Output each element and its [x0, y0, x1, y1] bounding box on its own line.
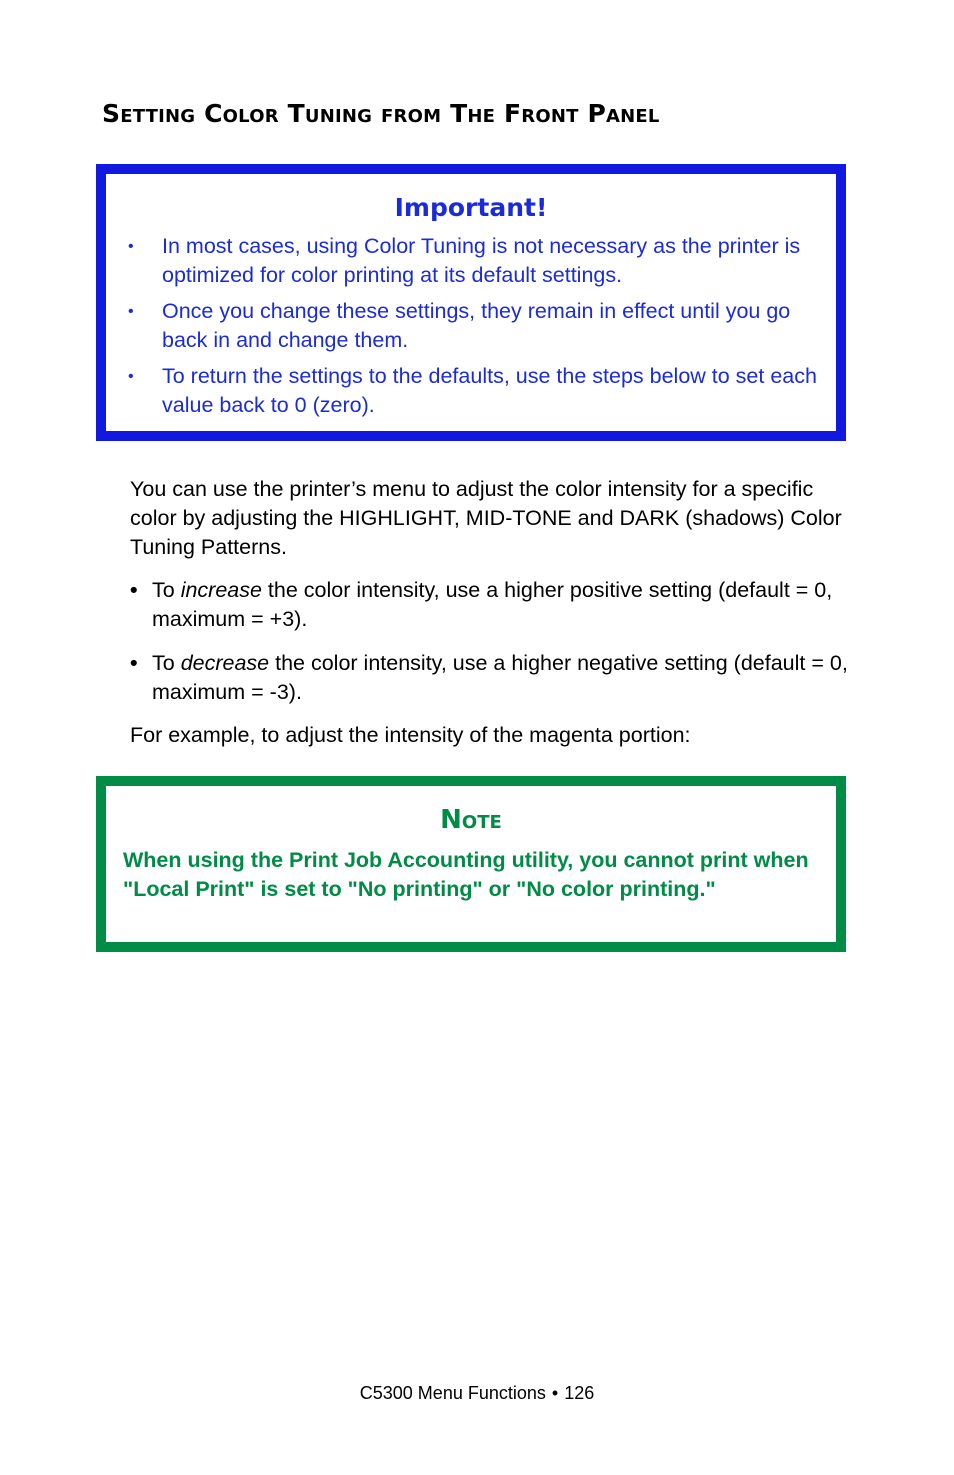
important-heading: Important!: [394, 193, 548, 222]
bullet-icon: •: [130, 578, 138, 602]
list-item: [122, 362, 822, 420]
intro-paragraph: You can use the printer’s menu to adjust the color intensity for a specific color by adjusting the HIGHLIGHT, MID-TONE and DARK (shadows) Color Tuning Patterns.: [130, 477, 842, 559]
note-heading: Note: [440, 805, 502, 835]
list-item: [122, 297, 822, 355]
list-item: [130, 576, 850, 634]
footer-label: C5300 Menu Functions: [359, 1383, 546, 1403]
bullet-suffix: the color intensity, use a higher negative setting (default = 0, maximum = -3).: [152, 651, 848, 704]
list-item: [122, 232, 822, 290]
bullet-prefix: To: [152, 651, 181, 675]
page-footer: [0, 1380, 954, 1406]
important-item-text: Once you change these settings, they remain in effect until you go back in and change them.: [162, 299, 791, 352]
bullet-icon: •: [130, 651, 138, 675]
bullet-icon: •: [128, 303, 134, 320]
note-text: When using the Print Job Accounting utility, you cannot print when "Local Print" is set to "No printing" or "No color printing.": [123, 848, 809, 901]
list-item: [130, 649, 850, 707]
important-item-text: In most cases, using Color Tuning is not necessary as the printer is optimized for color printing at its default settings.: [162, 234, 801, 287]
important-list: [122, 232, 822, 427]
bullet-emphasis: decrease: [180, 651, 270, 675]
intensity-list: [130, 576, 850, 722]
page-number: 126: [564, 1383, 595, 1403]
bullet-prefix: To: [152, 578, 181, 602]
page-title: Setting Color Tuning from The Front Panel: [102, 99, 660, 128]
important-item-text: To return the settings to the defaults, use the steps below to set each value back to 0 (zero).: [162, 364, 817, 417]
note-callout: [96, 776, 846, 952]
bullet-suffix: the color intensity, use a higher positive setting (default = 0, maximum = +3).: [152, 578, 833, 631]
example-paragraph: For example, to adjust the intensity of the magenta portion:: [130, 723, 691, 747]
footer-separator: •: [551, 1383, 559, 1403]
important-callout: [96, 164, 846, 441]
bullet-icon: •: [128, 238, 134, 255]
bullet-icon: •: [128, 368, 134, 385]
bullet-emphasis: increase: [180, 578, 262, 602]
